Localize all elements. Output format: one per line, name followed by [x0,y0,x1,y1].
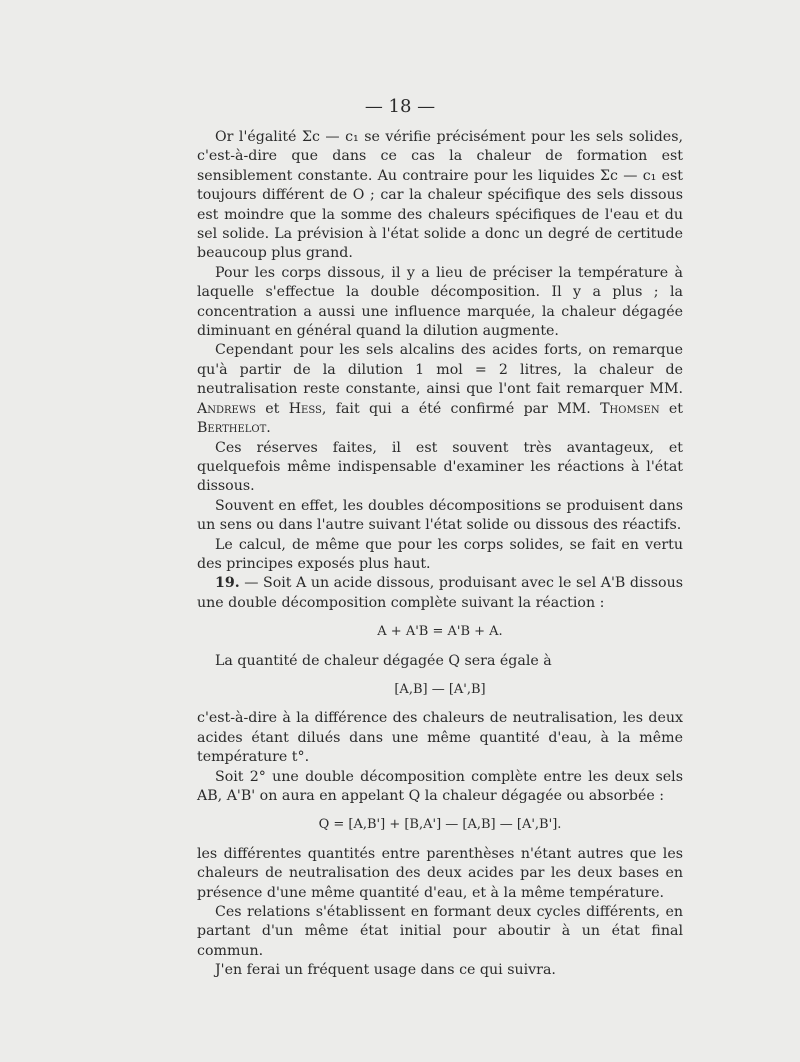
paragraph-cycles: Ces relations s'établissent en formant deux cycles différents, en partant d'un même état initial pour aboutir à un état final commun. [197,904,683,959]
paragraph-difference: c'est-à-dire à la différence des chaleurs de neutralisation, les deux acides étant dilués dans une même quantité d'eau, à la même température t°. [197,710,683,766]
section-19-text: — Soit A un acide dissous, produisant avec le sel A'B dissous une double décomposition complète suivant la réaction : [197,575,683,611]
equation-2: [A,B] — [A',B] [394,681,486,697]
paragraph-4: Ces réserves faites, il est souvent très avantageux, et quelquefois même indispensable d'examiner les réactions à l'état dissous. [197,439,683,495]
paragraph-final: J'en ferai un fréquent usage dans ce qui suivra. [215,962,556,979]
paragraph-3 [197,341,683,438]
body-text [197,128,683,981]
page-number: — 18 — [364,96,436,117]
section-19-paragraph [197,574,683,613]
author-name: Hess [288,400,322,417]
paragraph-3-text: Cependant pour les sels alcalins des acides forts, on remarque qu'à partir de la dilution 1 mol = 2 litres, la chaleur de neutralisation reste constante, ainsi que l'ont fait remarquer MM. [197,342,683,398]
author-name: Andrews [197,400,256,417]
paragraph-quantity: La quantité de chaleur dégagée Q sera égale à [215,652,552,669]
paragraph-quantities: les différentes quantités entre parenthèses n'étant autres que les chaleurs de neutralisation des deux acides par les deux bases en présence d'une même quantité d'eau, et à la même température. [197,845,683,901]
author-name: Berthelot [197,420,267,437]
paragraph-3-text: et [255,400,289,417]
section-number: 19. [215,575,240,592]
equation-3: Q = [A,B'] + [B,A'] — [A,B] — [A',B']. [318,817,562,833]
paragraph-1: Or l'égalité Σc — c₁ se vérifie précisément pour les sels solides, c'est-à-dire que dans ce cas la chaleur de formation est sensiblement constante. Au contraire pour les liquides Σc — c₁ est toujours différent de O ; car la chaleur spécifique des sels dissous est moindre que la somme des chaleurs spécifiques de l'eau et du sel solide. La prévision à l'état solide a donc un degré de certitude beaucoup plus grand. [197,129,683,262]
paragraph-5: Souvent en effet, les doubles décompositions se produisent dans un sens ou dans l'autre suivant l'état solide ou dissous des réactifs. [197,497,683,534]
paragraph-2: Pour les corps dissous, il y a lieu de préciser la température à laquelle s'effectue la double décomposition. Il y a plus ; la concentration a aussi une influence marquée, la chaleur dégagée diminuant en général quand la dilution augmente. [197,264,683,340]
paragraph-6: Le calcul, de même que pour les corps solides, se fait en vertu des principes exposés plus haut. [197,536,683,572]
author-name: Thomsen [600,400,660,417]
paragraph-soit-2: Soit 2° une double décomposition complète entre les deux sels AB, A'B' on aura en appelant Q la chaleur dégagée ou absorbée : [197,768,683,804]
paragraph-3-text: , fait qui a été confirmé par MM. [321,400,601,417]
paragraph-3-text: . [266,420,271,437]
equation-1: A + A'B = A'B + A. [377,624,503,640]
paragraph-3-text: et [659,400,683,417]
